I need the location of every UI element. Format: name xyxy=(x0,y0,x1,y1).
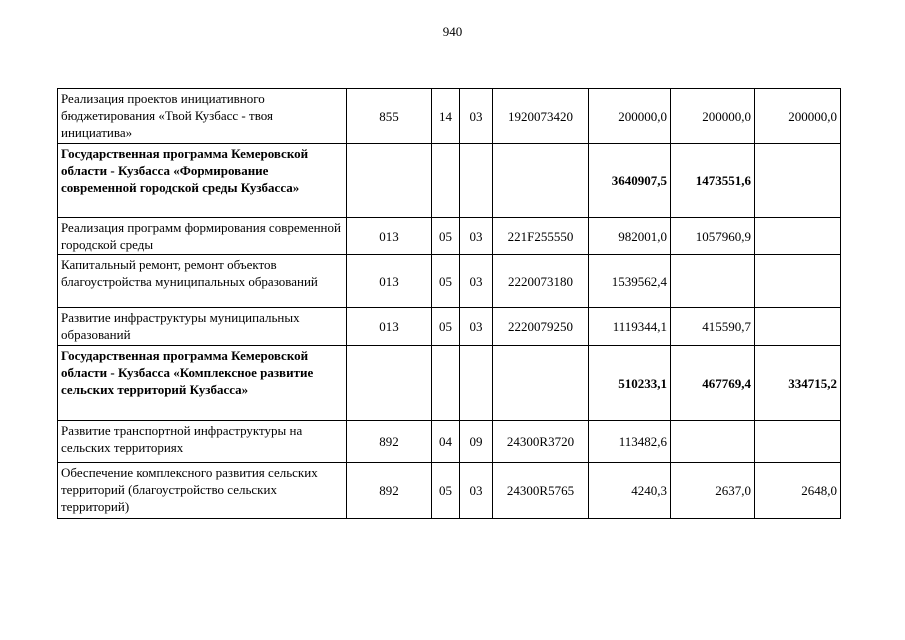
cell-subsection-code: 03 xyxy=(460,255,493,308)
cell-amount-year1: 4240,3 xyxy=(589,463,671,519)
cell-amount-year2: 2637,0 xyxy=(671,463,755,519)
table-row xyxy=(58,218,841,255)
cell-target-article-code: 24300R3720 xyxy=(493,421,589,463)
cell-amount-year1: 200000,0 xyxy=(589,89,671,144)
cell-amount-year1: 1119344,1 xyxy=(589,308,671,346)
cell-grbs-code: 013 xyxy=(347,218,432,255)
cell-section-code xyxy=(432,346,460,421)
table-row xyxy=(58,308,841,346)
cell-section-code: 05 xyxy=(432,463,460,519)
cell-section-code: 14 xyxy=(432,89,460,144)
cell-subsection-code: 03 xyxy=(460,89,493,144)
cell-program-name: Реализация программ формирования современной городской среды xyxy=(58,218,347,255)
cell-grbs-code: 892 xyxy=(347,463,432,519)
table-row xyxy=(58,89,841,144)
cell-amount-year3 xyxy=(755,144,841,218)
cell-section-code xyxy=(432,144,460,218)
cell-amount-year3: 200000,0 xyxy=(755,89,841,144)
cell-amount-year3 xyxy=(755,421,841,463)
table-row xyxy=(58,421,841,463)
cell-amount-year2: 415590,7 xyxy=(671,308,755,346)
table-row xyxy=(58,346,841,421)
cell-subsection-code xyxy=(460,144,493,218)
cell-target-article-code: 2220073180 xyxy=(493,255,589,308)
table-row xyxy=(58,144,841,218)
cell-amount-year2 xyxy=(671,255,755,308)
cell-amount-year1: 113482,6 xyxy=(589,421,671,463)
cell-section-code: 05 xyxy=(432,308,460,346)
cell-subsection-code xyxy=(460,346,493,421)
cell-program-name: Развитие транспортной инфраструктуры на сельских территориях xyxy=(58,421,347,463)
cell-subsection-code: 09 xyxy=(460,421,493,463)
budget-table-body xyxy=(58,89,841,519)
cell-program-name: Капитальный ремонт, ремонт объектов благоустройства муниципальных образований xyxy=(58,255,347,308)
cell-subsection-code: 03 xyxy=(460,463,493,519)
cell-program-name: Государственная программа Кемеровской области - Кузбасса «Формирование современной городской среды Кузбасса» xyxy=(58,144,347,218)
cell-target-article-code: 221F255550 xyxy=(493,218,589,255)
cell-target-article-code xyxy=(493,346,589,421)
cell-target-article-code: 24300R5765 xyxy=(493,463,589,519)
cell-section-code: 05 xyxy=(432,255,460,308)
cell-grbs-code: 013 xyxy=(347,255,432,308)
cell-amount-year1: 3640907,5 xyxy=(589,144,671,218)
cell-grbs-code: 013 xyxy=(347,308,432,346)
cell-grbs-code: 892 xyxy=(347,421,432,463)
cell-amount-year2: 200000,0 xyxy=(671,89,755,144)
cell-amount-year2: 1473551,6 xyxy=(671,144,755,218)
table-row xyxy=(58,255,841,308)
cell-amount-year3: 334715,2 xyxy=(755,346,841,421)
cell-program-name: Обеспечение комплексного развития сельских территорий (благоустройство сельских территорий) xyxy=(58,463,347,519)
cell-target-article-code: 2220079250 xyxy=(493,308,589,346)
cell-section-code: 04 xyxy=(432,421,460,463)
cell-target-article-code: 1920073420 xyxy=(493,89,589,144)
cell-amount-year1: 1539562,4 xyxy=(589,255,671,308)
budget-table xyxy=(57,88,841,519)
table-row xyxy=(58,463,841,519)
cell-amount-year2: 1057960,9 xyxy=(671,218,755,255)
cell-amount-year1: 510233,1 xyxy=(589,346,671,421)
cell-program-name: Государственная программа Кемеровской области - Кузбасса «Комплексное развитие сельских территорий Кузбасса» xyxy=(58,346,347,421)
cell-section-code: 05 xyxy=(432,218,460,255)
cell-target-article-code xyxy=(493,144,589,218)
cell-subsection-code: 03 xyxy=(460,308,493,346)
page-number: 940 xyxy=(442,24,463,39)
cell-amount-year2 xyxy=(671,421,755,463)
cell-amount-year2: 467769,4 xyxy=(671,346,755,421)
cell-amount-year3 xyxy=(755,218,841,255)
cell-program-name: Развитие инфраструктуры муниципальных образований xyxy=(58,308,347,346)
cell-amount-year3 xyxy=(755,308,841,346)
cell-amount-year1: 982001,0 xyxy=(589,218,671,255)
cell-grbs-code: 855 xyxy=(347,89,432,144)
cell-subsection-code: 03 xyxy=(460,218,493,255)
cell-program-name: Реализация проектов инициативного бюджетирования «Твой Кузбасс - твоя инициатива» xyxy=(58,89,347,144)
cell-grbs-code xyxy=(347,144,432,218)
cell-amount-year3: 2648,0 xyxy=(755,463,841,519)
cell-amount-year3 xyxy=(755,255,841,308)
cell-grbs-code xyxy=(347,346,432,421)
